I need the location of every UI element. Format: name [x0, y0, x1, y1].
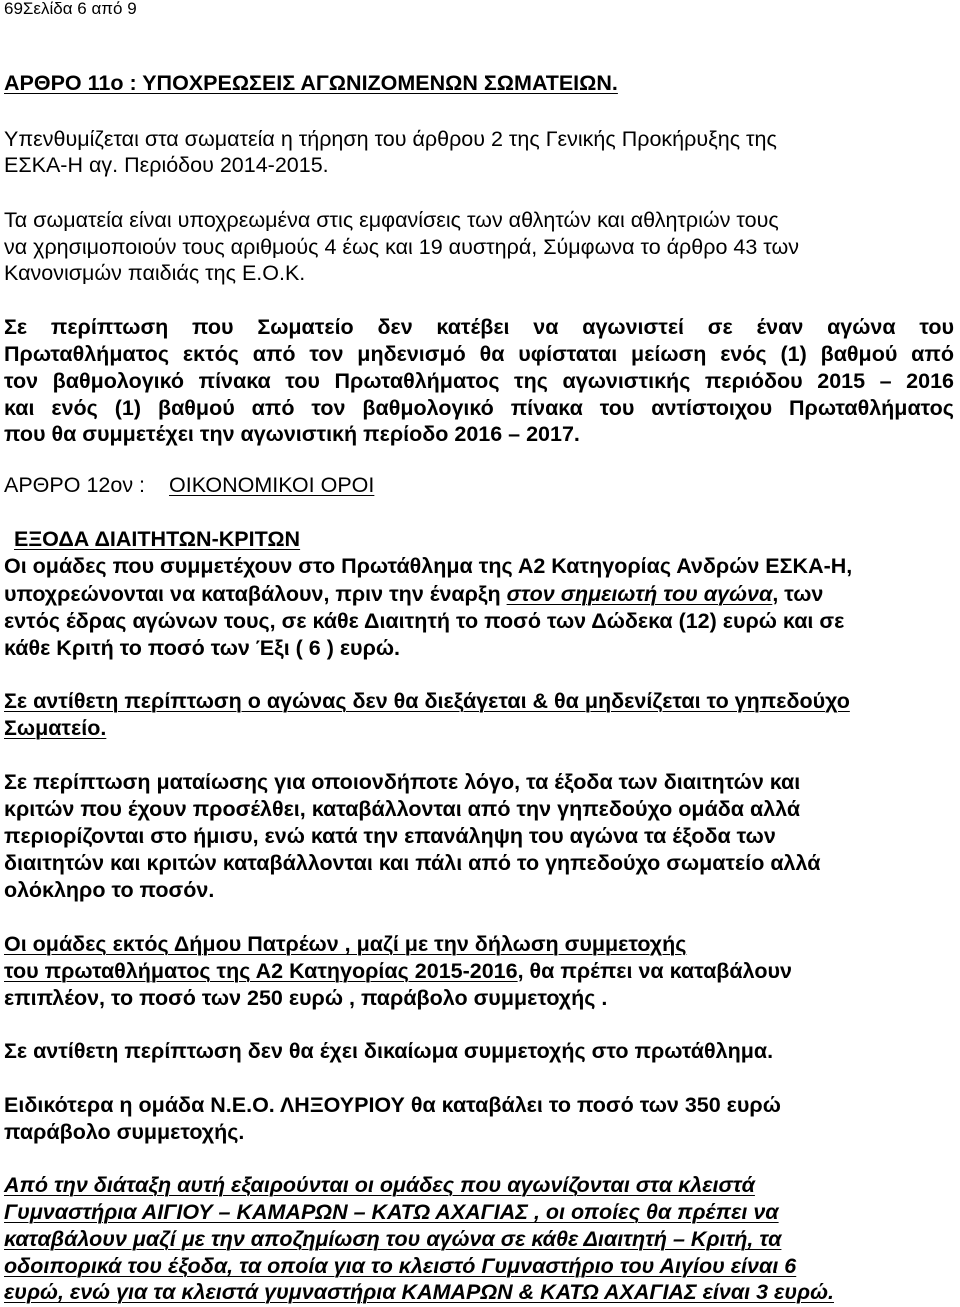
exemption-line3: καταβάλουν μαζί με την αποζημίωση του αγώνα σε κάθε Διαιτητή – Κριτή, τα: [4, 1227, 782, 1251]
fees-line2: [4, 579, 823, 609]
exemption-line4: οδοιπορικά του έξοδα, τα οποία για το κλειστό Γυμναστήριο του Αιγίου είναι 6: [4, 1254, 797, 1278]
fees-line3: εντός έδρας αγώνων τους, σε κάθε Διαιτητή το ποσό των Δώδεκα (12) ευρώ και σε: [4, 609, 845, 633]
outside-line1: Οι ομάδες εκτός Δήμου Πατρέων , μαζί με την δήλωση συμμετοχής: [4, 932, 687, 956]
article-11-p1-line2: ΕΣΚΑ-Η αγ. Περιόδου 2014-2015.: [4, 153, 329, 177]
article-12-title-prefix: ΑΡΘΡΟ 12ον :: [4, 473, 146, 497]
article-11-p3-line1: Σε περίπτωση που Σωματείο δεν κατέβει να αγωνιστεί σε έναν αγώνα του: [4, 315, 954, 339]
fees-line2-c: , των: [772, 582, 824, 606]
article-11-p3-line3: τον βαθμολογικό πίνακα του Πρωταθλήματος της αγωνιστικής περιόδου 2015 – 2016: [4, 369, 954, 393]
article-11-title: ΑΡΘΡΟ 11ο : ΥΠΟΧΡΕΩΣΕΙΣ ΑΓΩΝΙΖΟΜΕΝΩΝ ΣΩΜΑΤΕΙΩΝ.: [4, 71, 618, 95]
article-11-p3-line2: Πρωταθλήματος εκτός από τον μηδενισμό θα υφίσταται μείωση ενός (1) βαθμού από: [4, 342, 954, 366]
cancellation-line1: Σε περίπτωση ματαίωσης για οποιονδήποτε λόγο, τα έξοδα των διαιτητών και: [4, 770, 801, 794]
warning-line2: Σωματείο.: [4, 716, 107, 740]
article-11-p2-line2: να χρησιμοποιούν τους αριθμούς 4 έως και 19 αυστηρά, Σύμφωνα το άρθρο 43 των: [4, 235, 800, 259]
cancellation-line5: ολόκληρο το ποσόν.: [4, 878, 215, 902]
outside-line2: [4, 956, 792, 986]
exemption-line5: ευρώ, ενώ για τα κλειστά γυμναστήρια ΚΑΜΑΡΩΝ & ΚΑΤΩ ΑΧΑΓΙΑΣ είναι 3 ευρώ.: [4, 1280, 834, 1304]
exemption-line1: Από την διάταξη αυτή εξαιρούνται οι ομάδες που αγωνίζονται στα κλειστά: [4, 1173, 755, 1197]
special-line2: παράβολο συμμετοχής.: [4, 1120, 245, 1144]
outside-line2-rest: , θα πρέπει να καταβάλουν: [517, 959, 792, 983]
fees-line2-a: υποχρεώνονται να καταβάλουν, πριν την έναρξη: [4, 582, 507, 606]
article-12-title-main: ΟΙΚΟΝΟΜΙΚΟΙ ΟΡΟΙ: [169, 473, 375, 497]
exemption-line2: Γυμναστήρια ΑΙΓΙΟΥ – ΚΑΜΑΡΩΝ – ΚΑΤΩ ΑΧΑΓΙΑΣ , οι οποίες θα πρέπει να: [4, 1200, 779, 1224]
outside-line2-underlined: του πρωταθλήματος της Α2 Κατηγορίας 2015-2016: [4, 959, 518, 983]
article-11-p3-line4: και ενός (1) βαθμού από τον βαθμολογικό πίνακα του αντίστοιχου Πρωταθλήματος: [4, 396, 954, 420]
cancellation-line4: διαιτητών και κριτών καταβάλλονται και πάλι από το γηπεδούχο σωματείο αλλά: [4, 851, 821, 875]
article-12-title: [4, 470, 374, 500]
article-11-p2-line3: Κανονισμών παιδιάς της Ε.Ο.Κ.: [4, 261, 306, 285]
article-12-subtitle: ΕΞΟΔΑ ΔΙΑΙΤΗΤΩΝ-ΚΡΙΤΩΝ: [14, 527, 301, 551]
warning-line1: Σε αντίθετη περίπτωση ο αγώνας δεν θα διεξάγεται & θα μηδενίζεται το γηπεδούχο: [4, 689, 850, 713]
outside-line3: επιπλέον, το ποσό των 250 ευρώ , παράβολο συμμετοχής .: [4, 986, 608, 1010]
fees-line2-emphasis: στον σημειωτή του αγώνα: [506, 582, 773, 606]
special-line1: Ειδικότερα η ομάδα Ν.Ε.Ο. ΛΗΞΟΥΡΙΟΥ θα καταβάλει το ποσό των 350 ευρώ: [4, 1093, 781, 1117]
page-header: 69Σελίδα 6 από 9: [4, 0, 137, 18]
article-11-p3-line5: που θα συμμετέχει την αγωνιστική περίοδο 2016 – 2017.: [4, 422, 580, 446]
cancellation-line2: κριτών που έχουν προσέλθει, καταβάλλονται από την γηπεδούχο ομάδα αλλά: [4, 797, 801, 821]
article-11-p1-line1: Υπενθυμίζεται στα σωματεία η τήρηση του άρθρου 2 της Γενικής Προκήρυξης της: [4, 127, 777, 151]
no-right-line: Σε αντίθετη περίπτωση δεν θα έχει δικαίωμα συμμετοχής στο πρωτάθλημα.: [4, 1039, 774, 1063]
article-11-p2-line1: Τα σωματεία είναι υποχρεωμένα στις εμφανίσεις των αθλητών και αθλητριών τους: [4, 208, 779, 232]
fees-line1: Οι ομάδες που συμμετέχουν στο Πρωτάθλημα της Α2 Κατηγορίας Ανδρών ΕΣΚΑ-Η,: [4, 554, 853, 578]
fees-line4: κάθε Κριτή το ποσό των Έξι ( 6 ) ευρώ.: [4, 636, 401, 660]
cancellation-line3: περιορίζονται στο ήμισυ, ενώ κατά την επανάληψη του αγώνα τα έξοδα των: [4, 824, 776, 848]
